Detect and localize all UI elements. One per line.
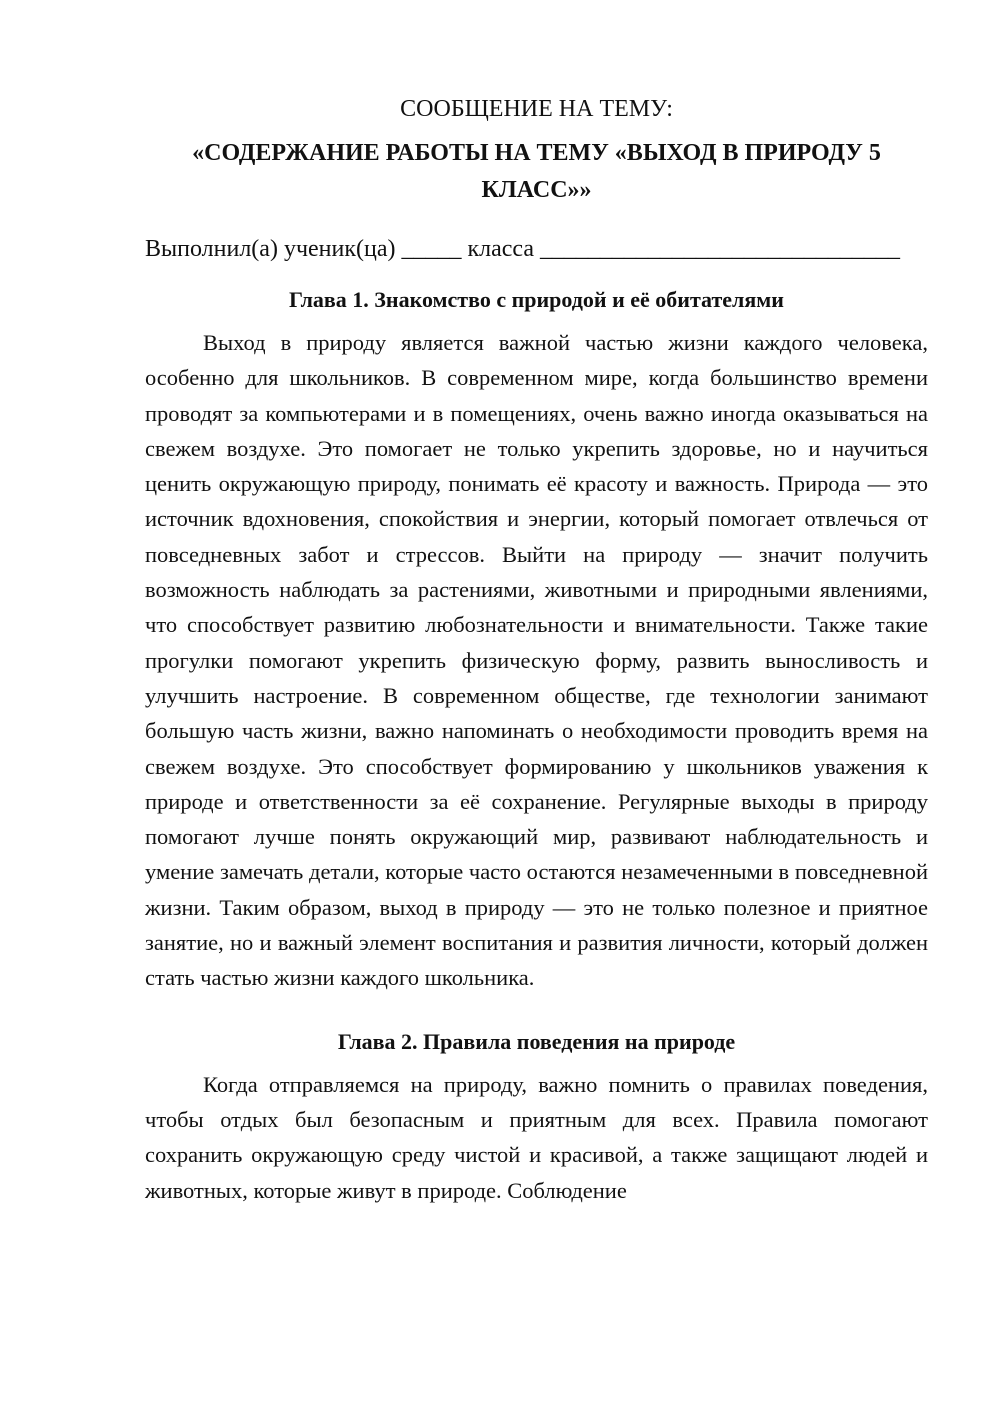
document-title — [145, 135, 928, 209]
document-header: СООБЩЕНИЕ НА ТЕМУ: — [400, 96, 673, 122]
author-line: Выполнил(а) ученик(ца) _____ класса ______________________________ — [145, 236, 901, 262]
chapter-1-paragraph: Выход в природу является важной частью жизни каждого человека, особенно для школьников. В современном мире, когда большинство времени проводят за компьютерами и в помещениях, очень важно иногда оказываться на свежем воздухе. Это помогает не только укрепить здоровье, но и научиться ценить окружающую природу, понимать её красоту и важность. Природа — это источник вдохновения, спокойствия и энергии, который помогает отвлечься от повседневных забот и стрессов. Выйти на природу — значит получить возможность наблюдать за растениями, животными и природными явлениями, что способствует развитию любознательности и внимательности. Также такие прогулки помогают укрепить физическую форму, развить выносливость и улучшить настроение. В современном обществе, где технологии занимают большую часть жизни, важно напоминать о необходимости проводить время на свежем воздухе. Это способствует формированию у школьников уважения к природе и ответственности за её сохранение. Регулярные выходы в природу помогают лучше понять окружающий мир, развивают наблюдательность и умение замечать детали, которые часто остаются незамеченными в повседневной жизни. Таким образом, выход в природу — это не только полезное и приятное занятие, но и важный элемент воспитания и развития личности, который должен стать частью жизни каждого школьника. — [145, 330, 928, 991]
document-page — [145, 92, 928, 1208]
document-title-line-2: КЛАСС»» — [481, 177, 592, 203]
chapter-1-heading: Глава 1. Знакомство с природой и её обитателями — [289, 287, 784, 312]
chapter-2-paragraph: Когда отправляемся на природу, важно помнить о правилах поведения, чтобы отдых был безопасным и приятным для всех. Правила помогают сохранить окружающую среду чистой и красивой, а также защищают людей и животных, которые живут в природе. Соблюдение — [145, 1071, 928, 1203]
chapter-2-heading: Глава 2. Правила поведения на природе — [337, 1028, 736, 1054]
document-title-line-1: «СОДЕРЖАНИЕ РАБОТЫ НА ТЕМУ «ВЫХОД В ПРИРОДУ 5 — [192, 140, 881, 166]
